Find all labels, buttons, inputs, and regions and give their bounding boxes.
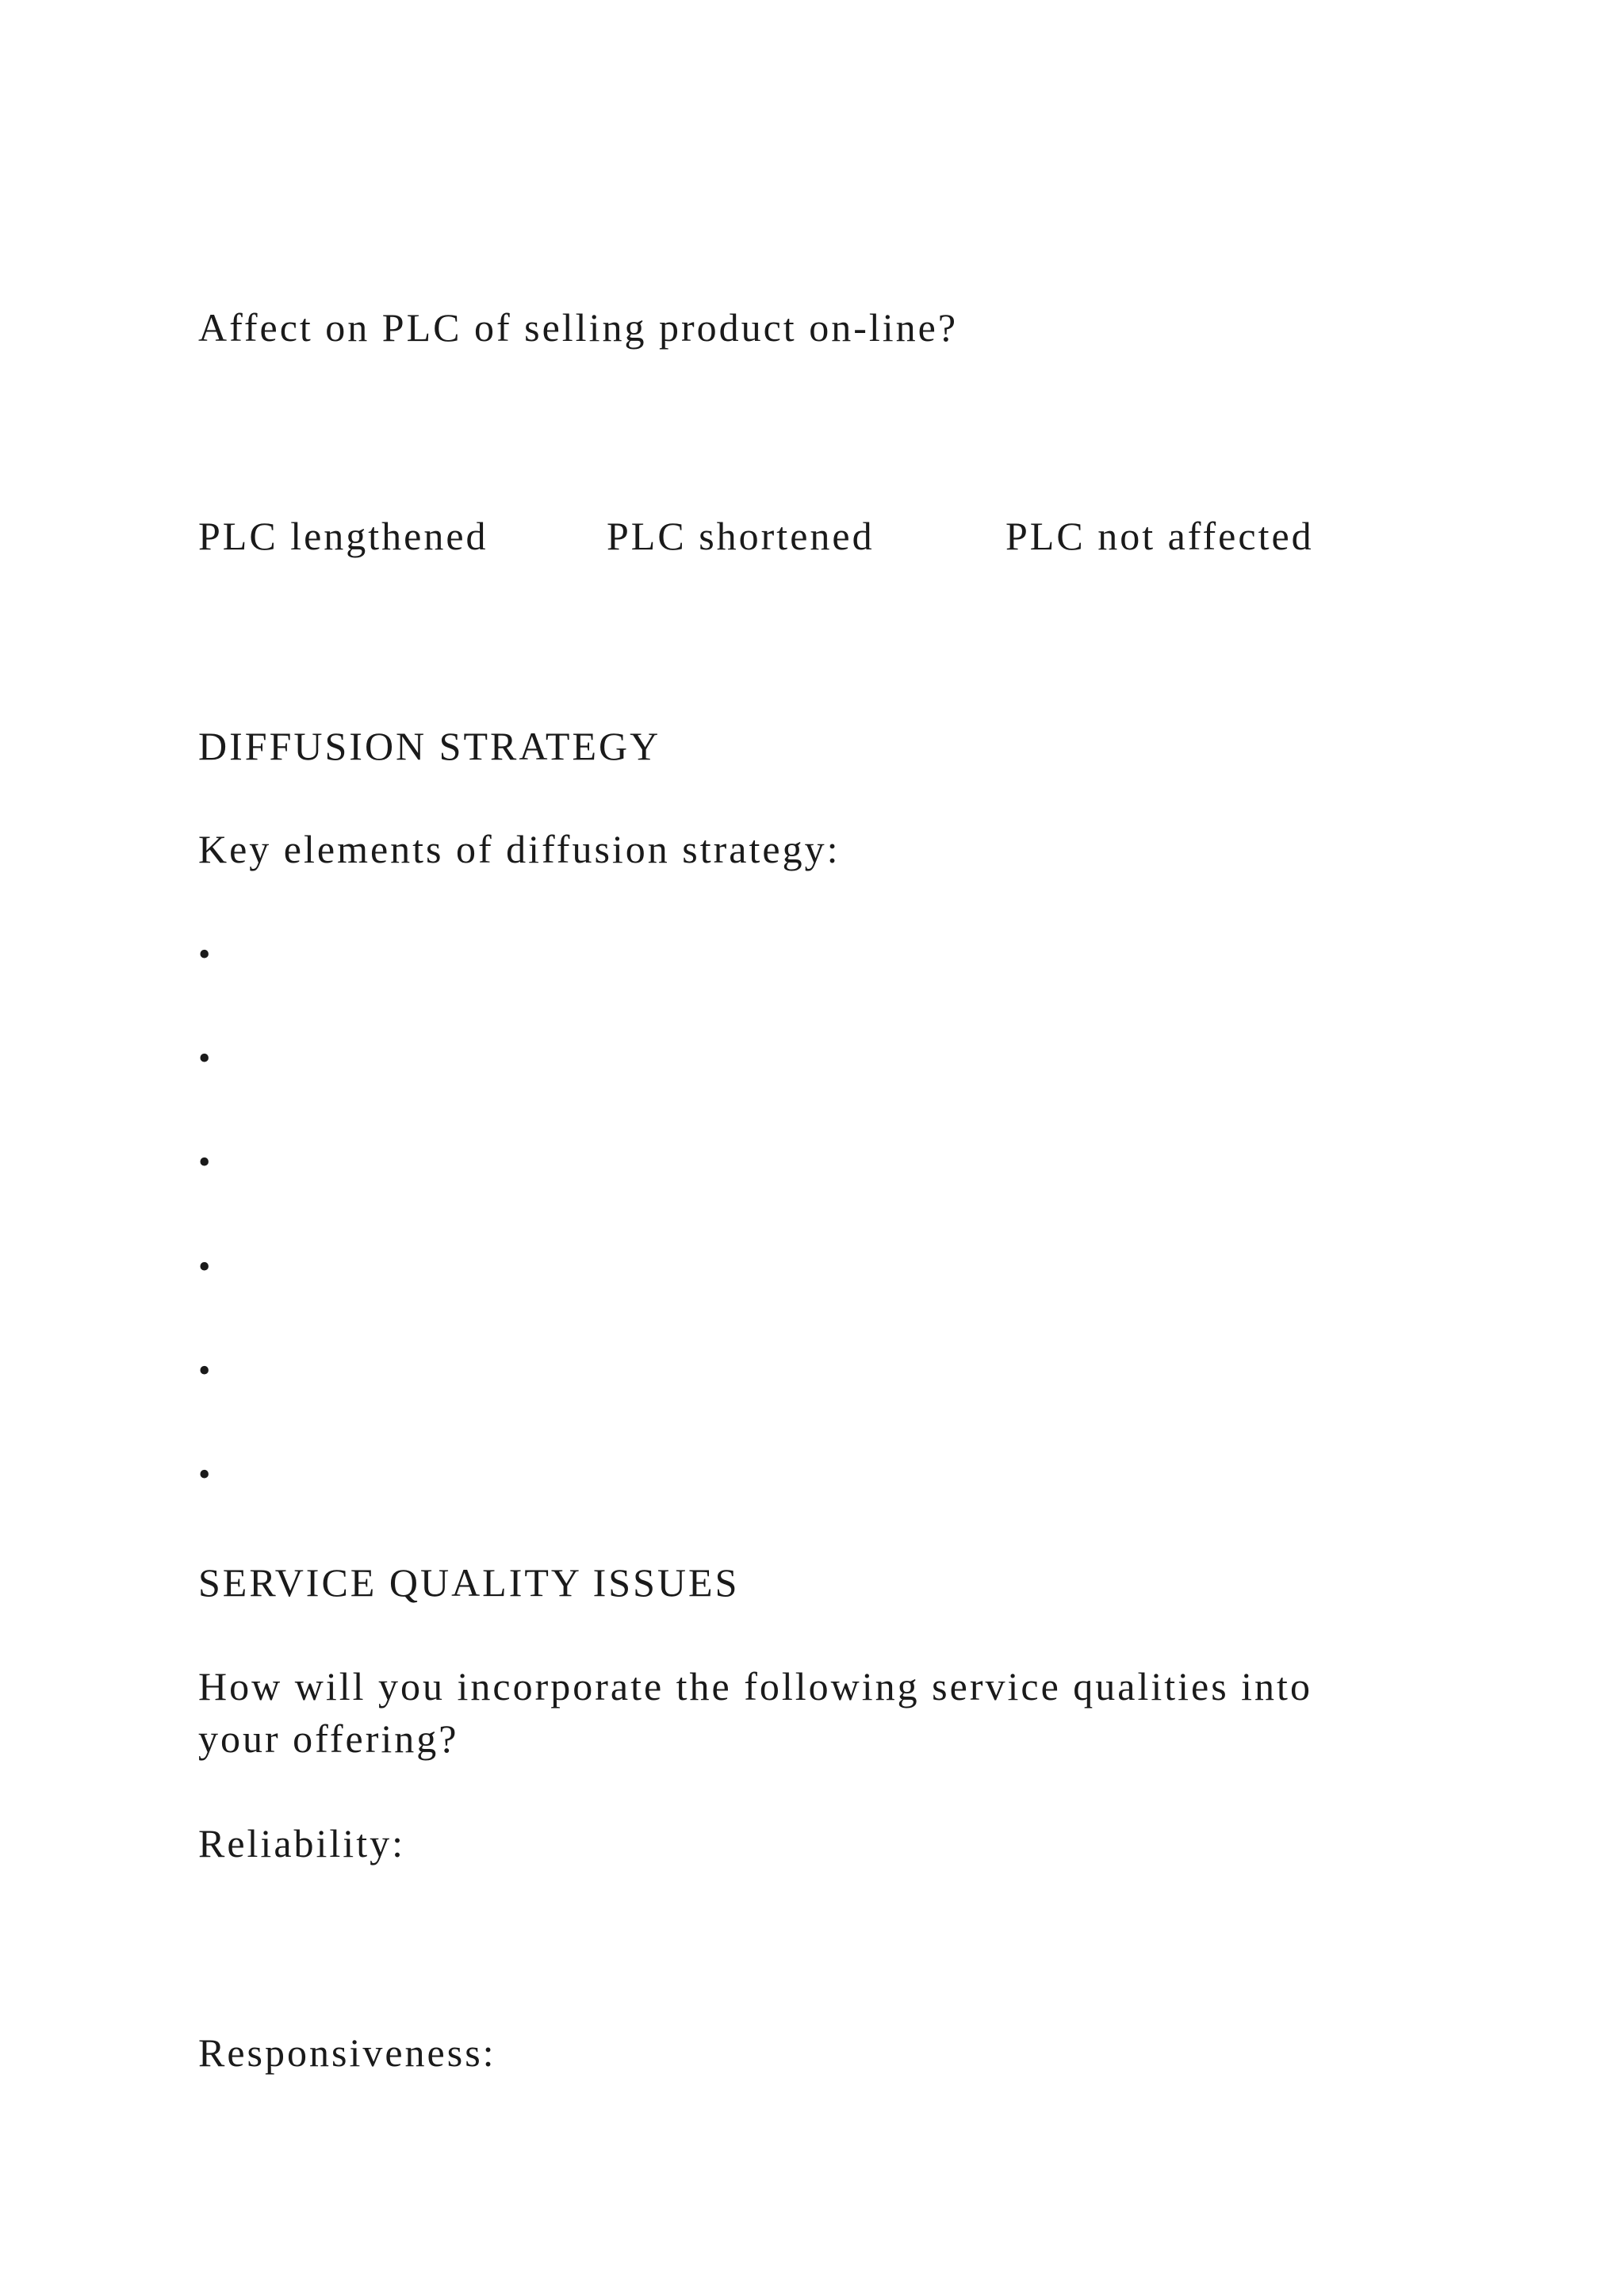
- service-prompt-line-1: How will you incorporate the following service qualities into: [198, 1664, 1312, 1709]
- bullet-item-6: •: [198, 1455, 211, 1494]
- bullet-item-3: •: [198, 1142, 211, 1181]
- responsiveness-label: Responsiveness:: [198, 2030, 496, 2075]
- bullet-item-4: •: [198, 1247, 211, 1286]
- bullet-item-1: •: [198, 935, 211, 974]
- diffusion-prompt: Key elements of diffusion strategy:: [198, 827, 841, 871]
- reliability-label: Reliability:: [198, 1821, 405, 1866]
- option-plc-lengthened: PLC lengthened: [198, 514, 488, 558]
- plc-question: Affect on PLC of selling product on-line?: [198, 305, 959, 350]
- service-heading: SERVICE QUALITY ISSUES: [198, 1560, 740, 1605]
- diffusion-heading: DIFFUSION STRATEGY: [198, 724, 661, 768]
- service-prompt-line-2: your offering?: [198, 1716, 459, 1761]
- bullet-item-2: •: [198, 1039, 211, 1077]
- option-plc-shortened: PLC shortened: [607, 514, 875, 558]
- option-plc-not-affected: PLC not affected: [1005, 514, 1314, 558]
- bullet-item-5: •: [198, 1351, 211, 1390]
